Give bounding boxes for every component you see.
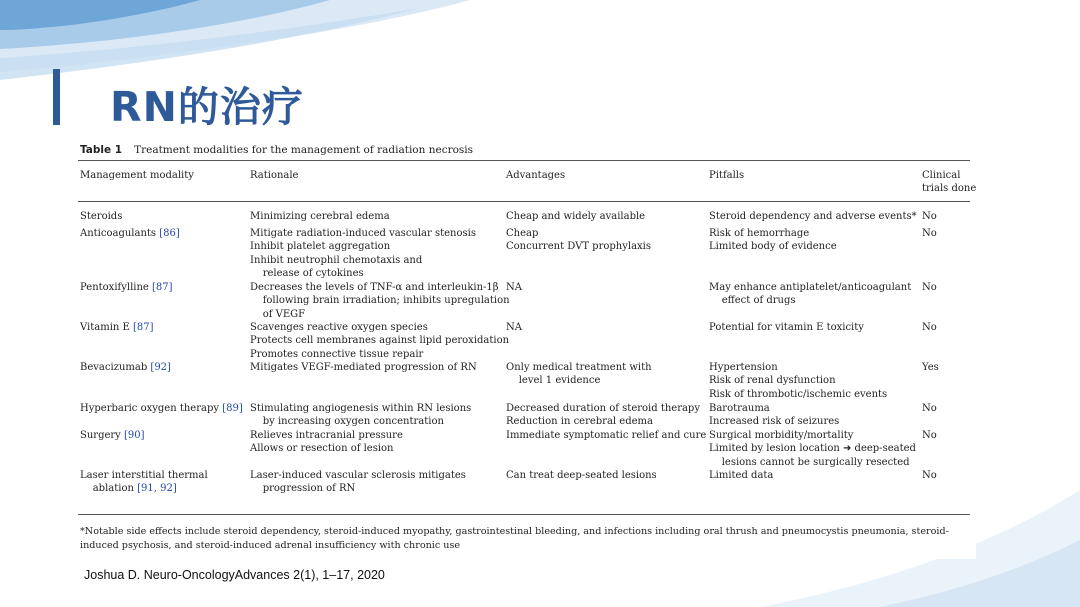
trials-text: Yes (922, 362, 939, 373)
pitfalls-text: Barotrauma Increased risk of seizures (709, 403, 840, 428)
pitfalls-text: Surgical morbidity/mortality Limited by lesion location ➜ deep-seated lesions cannot be surgically resected (709, 430, 916, 468)
cell-rationale (250, 210, 390, 223)
advantages-text: Can treat deep-seated lesions (506, 470, 657, 481)
modality-text: Bevacizumab (80, 362, 148, 373)
pitfalls-text: Steroid dependency and adverse events* (709, 211, 917, 222)
cell-pitfalls (709, 361, 887, 401)
table-footnote: *Notable side effects include steroid dependency, steroid-induced myopathy, gastrointestinal bleeding, and infections including oral thrush and pneumocystis pneumonia, steroid-induced psychosis, and steroid-induced adrenal insufficiency with chronic use (80, 526, 949, 551)
rationale-text: Mitigates VEGF-mediated progression of RN (250, 362, 477, 373)
cell-modality (80, 361, 171, 374)
table-label: Table 1 (80, 144, 123, 156)
cell-modality (80, 227, 180, 240)
modality-text: Laser interstitial thermal ablation (80, 470, 208, 495)
cell-trials (922, 469, 937, 482)
cell-rationale (250, 321, 509, 361)
rationale-text: Laser-induced vascular sclerosis mitigates progression of RN (250, 470, 466, 495)
cell-trials (922, 429, 937, 442)
table-top-rule (78, 160, 970, 161)
pitfalls-text: Potential for vitamin E toxicity (709, 322, 864, 333)
pitfalls-text: Hypertension Risk of renal dysfunction Risk of thrombotic/ischemic events (709, 362, 888, 400)
table-caption (80, 144, 473, 156)
citation-link[interactable]: [90] (124, 430, 145, 441)
cell-pitfalls (709, 429, 916, 469)
cell-advantages (506, 321, 522, 334)
cell-advantages (506, 227, 651, 254)
cell-rationale (250, 361, 477, 374)
modality-text: Pentoxifylline (80, 282, 149, 293)
advantages-text: Only medical treatment with level 1 evidence (506, 362, 652, 387)
cell-pitfalls (709, 321, 864, 334)
cell-modality (80, 469, 208, 496)
cell-advantages (506, 429, 706, 442)
trials-text: No (922, 282, 937, 293)
cell-pitfalls (709, 210, 917, 223)
header-rationale: Rationale (250, 170, 299, 181)
trials-text: No (922, 430, 937, 441)
cell-trials (922, 402, 937, 415)
cell-pitfalls (709, 469, 773, 482)
cell-pitfalls (709, 402, 839, 429)
modality-text: Steroids (80, 211, 123, 222)
pitfalls-text: Risk of hemorrhage Limited body of evidence (709, 228, 837, 253)
trials-text: No (922, 211, 937, 222)
citation-link[interactable]: [86] (159, 228, 180, 239)
citation-link[interactable]: [92] (150, 362, 171, 373)
rationale-text: Minimizing cerebral edema (250, 211, 390, 222)
cell-advantages (506, 402, 700, 429)
table-caption-text: Treatment modalities for the management of radiation necrosis (134, 144, 474, 156)
cell-advantages (506, 361, 652, 388)
advantages-text: Cheap Concurrent DVT prophylaxis (506, 228, 652, 253)
cell-rationale (250, 469, 466, 496)
advantages-text: Immediate symptomatic relief and cure (506, 430, 707, 441)
citation-link[interactable]: [87] (152, 282, 173, 293)
header-advantages: Advantages (506, 170, 566, 181)
cell-advantages (506, 281, 522, 294)
trials-text: No (922, 228, 937, 239)
citation-link[interactable]: [89] (222, 403, 243, 414)
cell-rationale (250, 281, 510, 321)
advantages-text: Decreased duration of steroid therapy Reduction in cerebral edema (506, 403, 700, 428)
citation-link[interactable]: [91, 92] (137, 483, 177, 495)
header-clinical-trials: Clinical trials done (922, 170, 977, 195)
cell-trials (922, 321, 937, 334)
cell-pitfalls (709, 281, 911, 308)
cell-advantages (506, 210, 645, 223)
header-management-modality: Management modality (80, 170, 194, 181)
cell-trials (922, 210, 937, 223)
slide-title: RN的治疗 (110, 83, 304, 131)
cell-pitfalls (709, 227, 837, 254)
modality-text: Hyperbaric oxygen therapy (80, 403, 220, 414)
cell-trials (922, 361, 939, 374)
table-bottom-rule (78, 514, 970, 515)
citation-link[interactable]: [87] (133, 322, 154, 333)
rationale-text: Stimulating angiogenesis within RN lesions by increasing oxygen concentration (250, 403, 472, 428)
modality-text: Surgery (80, 430, 121, 441)
trials-text: No (922, 470, 937, 481)
trials-text: No (922, 322, 937, 333)
cell-modality (80, 281, 173, 294)
treatment-table (72, 139, 976, 559)
trials-text: No (922, 403, 937, 414)
pitfalls-text: Limited data (709, 470, 774, 481)
header-pitfalls: Pitfalls (709, 170, 745, 181)
cell-advantages (506, 469, 657, 482)
cell-trials (922, 281, 937, 294)
rationale-text: Relieves intracranial pressure Allows or resection of lesion (250, 430, 403, 455)
rationale-text: Scavenges reactive oxygen species Protects cell membranes against lipid peroxidation Promotes connective tissue repair (250, 322, 510, 360)
title-accent-bar (53, 69, 60, 125)
table-header-rule (78, 201, 970, 202)
source-citation: Joshua D. Neuro-OncologyAdvances 2(1), 1–17, 2020 (84, 568, 385, 582)
advantages-text: Cheap and widely available (506, 211, 646, 222)
cell-rationale (250, 429, 403, 456)
rationale-text: Mitigate radiation-induced vascular stenosis Inhibit platelet aggregation Inhibit neutrophil chemotaxis and release of cytokines (250, 228, 476, 280)
modality-text: Vitamin E (80, 322, 130, 333)
cell-modality (80, 402, 243, 415)
cell-rationale (250, 227, 476, 281)
modality-text: Anticoagulants (80, 228, 157, 239)
advantages-text: NA (506, 282, 522, 293)
advantages-text: NA (506, 322, 522, 333)
rationale-text: Decreases the levels of TNF-α and interleukin-1β following brain irradiation; inhibits upregulation of VEGF (250, 282, 510, 320)
cell-modality (80, 210, 122, 223)
cell-trials (922, 227, 937, 240)
cell-modality (80, 321, 154, 334)
cell-modality (80, 429, 145, 442)
pitfalls-text: May enhance antiplatelet/anticoagulant effect of drugs (709, 282, 912, 307)
cell-rationale (250, 402, 471, 429)
